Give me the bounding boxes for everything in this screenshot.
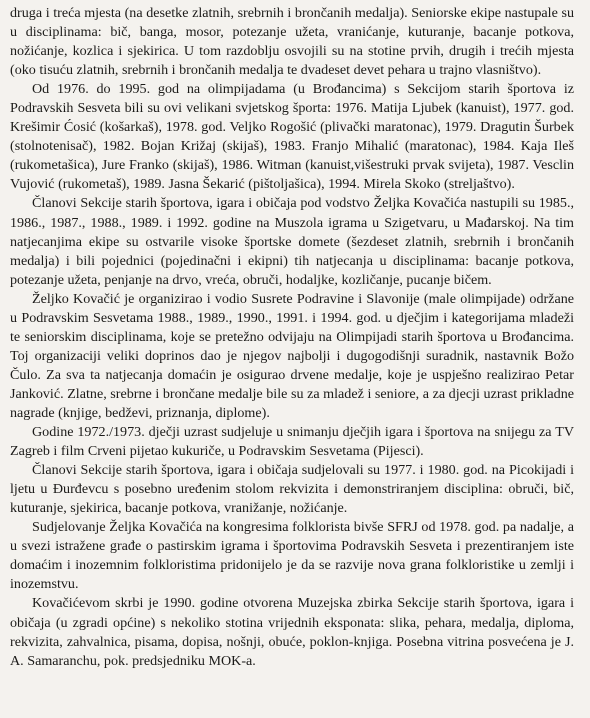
paragraph-picokijada: Članovi Sekcije starih športova, igara i običaja sudjelovali su 1977. i 1980. god. na Picokijadi i ljetu u Đurđevcu s posebno uređenim stolom rekvizita i demonstriranjem disciplina: obruči, bič, kuturanje, sjekirica, bacanje potkova, vranižanje, nožićanje. bbox=[10, 462, 574, 517]
paragraph-muszola-games: Članovi Sekcije starih športova, igara i običaja pod vodstvo Željka Kovačića nastupili su 1985., 1986., 1987., 1988., 1989. i 1992. godine na Muszola igrama u Szigetvaru, u Mađarskoj. Na tim natjecanjima ekipe su ostvarile visoke športske domete (šezdeset zlatnih, srebrnih i brončanih medalja) i bili pojednici (pojedinačni i ekipni) tih natjecanja u disciplinama: bacanje potkova, potezanje užeta, penjanje na drvo, vreća, obruči, hodaljke, kozličanje, pucanje bičem. bbox=[10, 195, 574, 288]
paragraph-museum-collection: Kovačićevom skrbi je 1990. godine otvorena Muzejska zbirka Sekcije starih športova, igara i običaja (u zgradi općine) s nekoliko stotina vrijednih eksponata: slika, pehara, medalja, diploma, rekvizita, zahvalnica, pisama, dopisa, nošnji, obuće, poklon-knjiga. Posebna vitrina posvećena je J. A. Samaranchu, pok. predsjedniku MOK-a. bbox=[10, 595, 574, 669]
paragraph-olympic-guests: Od 1976. do 1995. god na olimpijadama (u Brođancima) s Sekcijom starih športova iz Podravskih Sesveta bili su ovi velikani svjetskog športa: 1976. Matija Ljubek (kanuist), 1977. god. Krešimir Ćosić (košarkaš), 1978. god. Veljko Rogošić (plivački maratonac), 1979. Dragutin Šurbek (stolnotenisač), 1982. Bojan Križaj (skijaš), 1983. Franjo Mihalić (maratonac), 1984. Kaja Ileš (rukometašica), Jure Franko (skijaš), 1986. Witman (kanuist,višestruki prvak svijeta), 1987. Vesclin Vujović (rukometaš), 1989. Jasna Šekarić (pištoljašica), 1994. Mirela Skoko (streljaštvo). bbox=[10, 81, 574, 193]
paragraph-podravina-slavonia-meets: Željko Kovačić je organizirao i vodio Susrete Podravine i Slavonije (male olimpijade) održane u Podravskim Sesvetama 1988., 1989., 1990., 1991. i 1994. god. u dječjim i kategorijama mladeži te seniorskim disciplinama, koje se pretežno odvijaju na Olimpijadi starih športova u Brođancima. Toj organizaciji veliki doprinos dao je njegov najbolji i dugogodišnji suradnik, nastavnik Božo Čulo. Za sva ta natjecanja domaćin je osigurao drvene medalje, koje je uspješno realizirao Petar Janković. Zlatne, srebrne i brončane medalje bile su za mladež i seniore, a za djecji uzrast prikladne nagrade (knjige, bedževi, priznanja, diplome). bbox=[10, 290, 574, 421]
paragraph-tv-filming: Godine 1972./1973. dječji uzrast sudjeluje u snimanju dječjih igara i športova na snijegu za TV Zagreb i film Crveni pijetao kukuriče, u Podravskim Sesvetama (Pijesci). bbox=[10, 424, 574, 460]
paragraph-folklorist-congresses: Sudjelovanje Željka Kovačića na kongresima folklorista bivše SFRJ od 1978. god. pa nadalje, a u svezi istražene građe o pastirskim igrama i športovima Podravskih Sesveta i prezentiranjem iste domaćim i inozemnim folkloristima pridonijelo je da se razvije nova grana folkloristike u zemlji i inozemstvu. bbox=[10, 519, 574, 593]
paragraph-seniors-results: druga i treća mjesta (na desetke zlatnih, srebrnih i brončanih medalja). Seniorske ekipe nastupale su u disciplinama: bič, banga, mosor, potezanje užeta, vranićanje, kuturanje, bacanje potkova, nožićanje, kozlica i sjekirica. U tom razdoblju osvojili su na stotine prvih, drugih i trećih mjesta (oko tisuću zlatnih, srebrnih i brončanih medalja te dvadeset devet pehara u trajno vlasništvo). bbox=[10, 5, 574, 79]
